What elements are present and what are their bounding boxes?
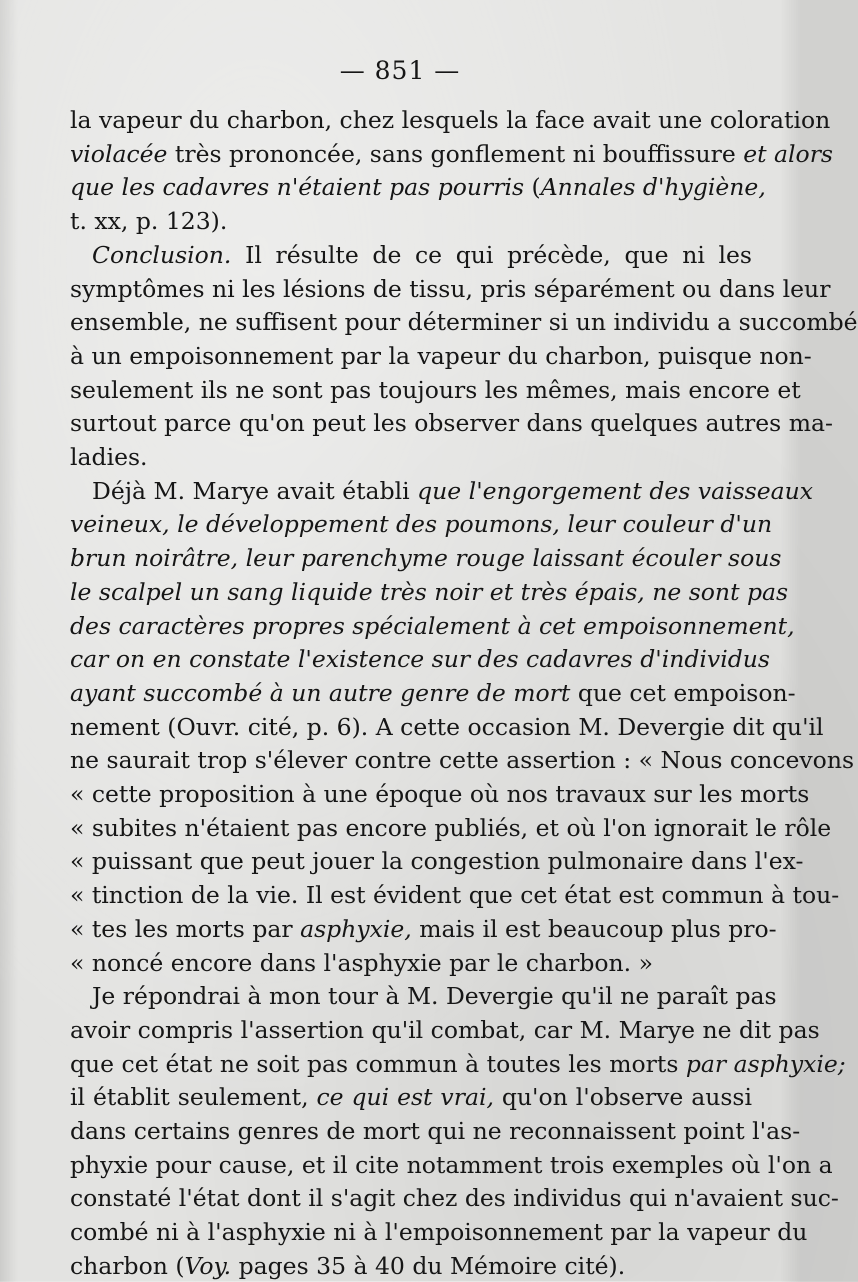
italic-text: le scalpel un sang liquide très noir et très épais, ne sont pas — [70, 577, 789, 606]
text-segment: symptômes ni les lésions de tissu, pris séparément ou dans leur — [70, 274, 831, 303]
italic-text: que l'engorgement des vaisseaux — [417, 476, 814, 505]
text-segment: la vapeur du charbon, chez lesquels la face avait une coloration — [70, 106, 831, 134]
italic-text: car on en constate l'existence sur des cadavres d'individus — [70, 645, 770, 674]
text-segment: que cet empoison- — [570, 678, 796, 707]
text-segment: « tes les morts par — [70, 914, 301, 943]
italic-text: Voy. — [184, 1251, 232, 1280]
italic-text: asphyxie, — [300, 914, 412, 943]
text-segment: ( — [524, 173, 541, 202]
text-line — [70, 643, 770, 675]
text-line — [70, 542, 782, 574]
text-line — [70, 879, 840, 911]
text-line — [70, 1250, 752, 1282]
text-segment: à un empoisonnement par la vapeur du charbon, puisque non- — [70, 341, 812, 370]
text-segment: avoir compris l'assertion qu'il combat, car M. Marye ne dit pas — [70, 1015, 820, 1044]
text-line — [70, 1048, 846, 1080]
text-line — [70, 610, 795, 642]
text-line — [70, 340, 812, 372]
text-segment: Je répondrai à mon tour à M. Devergie qu'il ne paraît pas — [92, 982, 777, 1011]
italic-text: que les cadavres n'étaient pas pourris — [70, 173, 525, 202]
text-line — [70, 205, 752, 237]
text-line — [70, 778, 810, 810]
italic-text: des caractères propres spécialement à cet empoisonnement, — [70, 611, 795, 640]
text-line — [70, 1081, 752, 1113]
text-segment: charbon ( — [70, 1251, 185, 1280]
text-segment: phyxie pour cause, et il cite notamment trois exemples où l'on a — [70, 1150, 833, 1179]
italic-text: Annales d'hygiène, — [540, 173, 766, 202]
text-line — [70, 711, 824, 743]
text-line — [70, 1182, 839, 1214]
text-line — [70, 138, 833, 170]
text-line — [70, 171, 766, 203]
text-line — [70, 1014, 820, 1046]
text-line — [70, 744, 855, 776]
text-line — [70, 407, 833, 439]
text-segment: « tinction de la vie. Il est évident que cet état est commun à tou- — [70, 881, 840, 910]
text-segment: t. xx, p. 123). — [70, 207, 228, 236]
text-segment: nement (Ouvr. cité, p. 6). A cette occasion M. Devergie dit qu'il — [70, 712, 824, 741]
text-segment: constaté l'état dont il s'agit chez des individus qui n'avaient suc- — [70, 1184, 839, 1213]
text-segment: ladies. — [70, 443, 148, 471]
text-segment: ensemble, ne suffisent pour déterminer si un individu a succombé — [70, 308, 858, 337]
text-line — [70, 104, 831, 136]
text-line — [70, 576, 789, 608]
italic-text: par asphyxie; — [685, 1049, 846, 1078]
italic-text: et alors — [743, 139, 833, 168]
text-segment: il établit seulement, — [70, 1083, 317, 1112]
text-segment: pages 35 à 40 du Mémoire cité). — [231, 1251, 626, 1280]
italic-text: ayant succombé à un autre genre de mort — [70, 678, 571, 707]
text-segment: que cet état ne soit pas commun à toutes les morts — [70, 1049, 686, 1078]
text-segment: « cette proposition à une époque où nos travaux sur les morts — [70, 780, 810, 808]
text-segment: « noncé encore dans l'asphyxie par le charbon. » — [70, 948, 653, 977]
text-line — [70, 441, 752, 473]
text-line — [70, 508, 773, 540]
text-segment: « subites n'étaient pas encore publiés, et où l'on ignorait le rôle — [70, 813, 832, 842]
text-line — [70, 947, 752, 979]
text-line — [70, 677, 796, 709]
italic-text: ce qui est vrai, — [316, 1083, 494, 1112]
page-number: — 851 — — [339, 56, 461, 85]
text-segment: mais il est beaucoup plus pro- — [411, 914, 777, 943]
italic-text: veineux, le développement des poumons, leur couleur d'un — [70, 510, 773, 539]
text-segment: très prononcée, sans gonflement ni bouffissure — [167, 139, 744, 168]
text-line — [70, 374, 801, 406]
text-segment: Déjà M. Marye avait établi — [92, 476, 418, 505]
text-line — [70, 845, 804, 877]
text-segment: qu'on l'observe aussi — [493, 1083, 752, 1112]
text-segment: ne saurait trop s'élever contre cette assertion : « Nous concevons — [70, 746, 855, 775]
italic-text: Conclusion. — [92, 240, 232, 269]
text-segment: combé ni à l'asphyxie ni à l'empoisonnement par la vapeur du — [70, 1218, 808, 1247]
text-line — [70, 1115, 801, 1147]
text-line — [92, 475, 814, 507]
italic-text: violacée — [70, 139, 168, 168]
text-line — [70, 306, 858, 338]
text-segment: surtout parce qu'on peut les observer dans quelques autres ma- — [70, 409, 833, 438]
text-line — [92, 239, 752, 271]
text-segment: « puissant que peut jouer la congestion pulmonaire dans l'ex- — [70, 847, 804, 876]
text-segment: Il résulte de ce qui précède, que ni les — [231, 240, 752, 269]
text-line — [70, 1216, 808, 1248]
text-line — [70, 812, 832, 844]
text-segment: dans certains genres de mort qui ne reconnaissent point l'as- — [70, 1117, 801, 1145]
text-line — [92, 980, 777, 1012]
text-segment: seulement ils ne sont pas toujours les mêmes, mais encore et — [70, 375, 801, 404]
text-line — [70, 913, 777, 945]
italic-text: brun noirâtre, leur parenchyme rouge laissant écouler sous — [70, 544, 782, 573]
text-line — [70, 1149, 833, 1181]
text-line — [70, 273, 831, 305]
